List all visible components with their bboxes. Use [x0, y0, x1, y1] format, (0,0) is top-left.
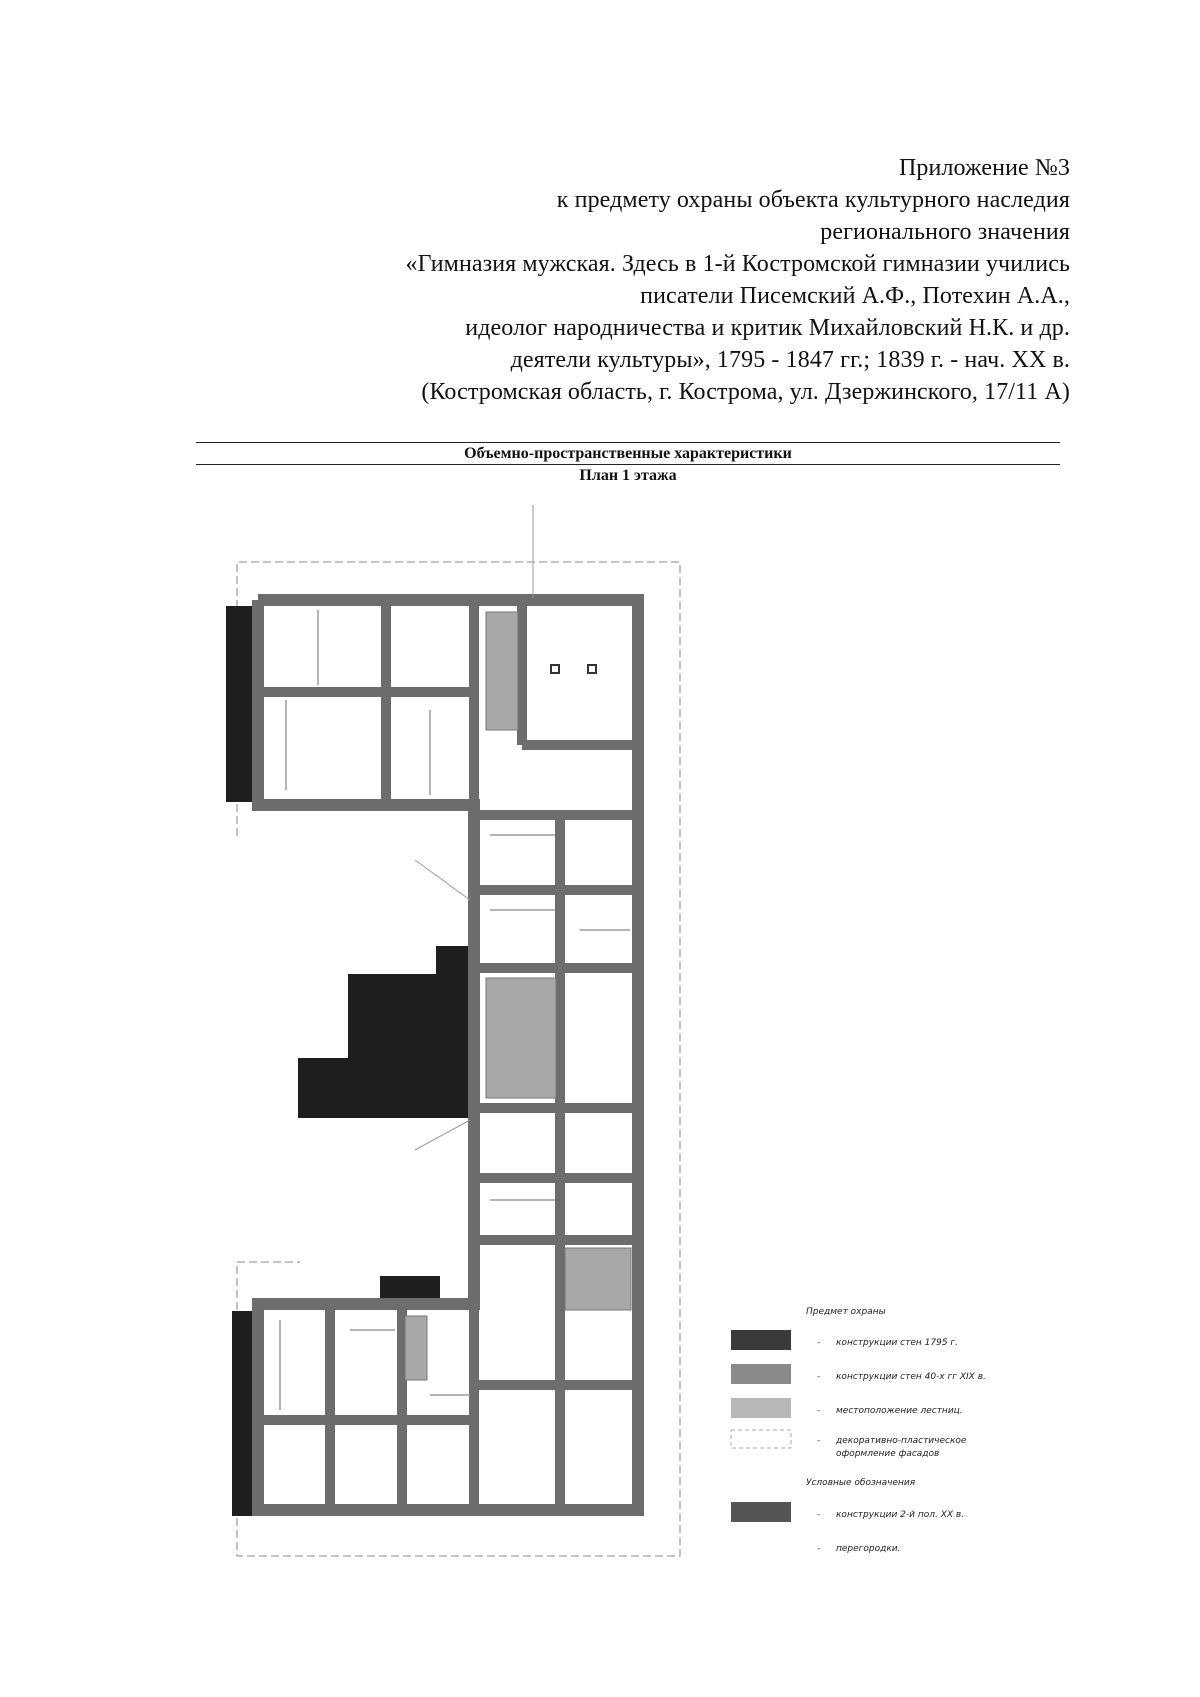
legend-item: местоположение лестниц.	[836, 1406, 963, 1416]
legend-swatch	[731, 1364, 791, 1384]
legend-swatch	[731, 1502, 791, 1522]
legend-dash: -	[817, 1406, 821, 1416]
header-line: писатели Писемский А.Ф., Потехин А.А.,	[640, 283, 1070, 309]
legend-swatch	[731, 1398, 791, 1418]
header-line: (Костромская область, г. Кострома, ул. Дзержинского, 17/11 А)	[421, 379, 1070, 405]
legend-item-line: декоративно-пластическое	[836, 1436, 967, 1446]
header-line: регионального значения	[820, 219, 1070, 245]
legend-item: конструкции стен 1795 г.	[836, 1338, 959, 1348]
legend-dash: -	[817, 1436, 821, 1446]
legend-title-conventions: Условные обозначения	[806, 1478, 916, 1488]
legend-item: конструкции стен 40-х гг XIX в.	[836, 1372, 986, 1382]
header-line: «Гимназия мужская. Здесь в 1-й Костромской гимназии учились	[405, 251, 1070, 277]
header-line: Приложение №3	[898, 155, 1070, 181]
header-line: к предмету охраны объекта культурного наследия	[556, 187, 1070, 213]
legend-item: конструкции 2-й пол. XX в.	[836, 1510, 965, 1520]
legend-dash: -	[817, 1372, 821, 1382]
header-line: деятели культуры», 1795 - 1847 гг.; 1839 г. - нач. XX в.	[510, 347, 1070, 373]
legend-swatch	[731, 1330, 791, 1350]
legend-item: перегородки.	[836, 1544, 901, 1554]
header-line: идеолог народничества и критик Михайловский Н.К. и др.	[465, 315, 1070, 341]
legend-dash: -	[817, 1544, 821, 1554]
legend-item	[835, 1436, 969, 1459]
legend-dash: -	[817, 1338, 821, 1348]
legend-swatch	[731, 1430, 791, 1448]
legend-dash: -	[817, 1510, 821, 1520]
legend-title-protection: Предмет охраны	[806, 1307, 886, 1317]
plan-subtitle: План 1 этажа	[579, 467, 677, 484]
legend-item-line: оформление фасадов	[836, 1449, 940, 1459]
section-title: Объемно-пространственные характеристики	[464, 445, 792, 462]
